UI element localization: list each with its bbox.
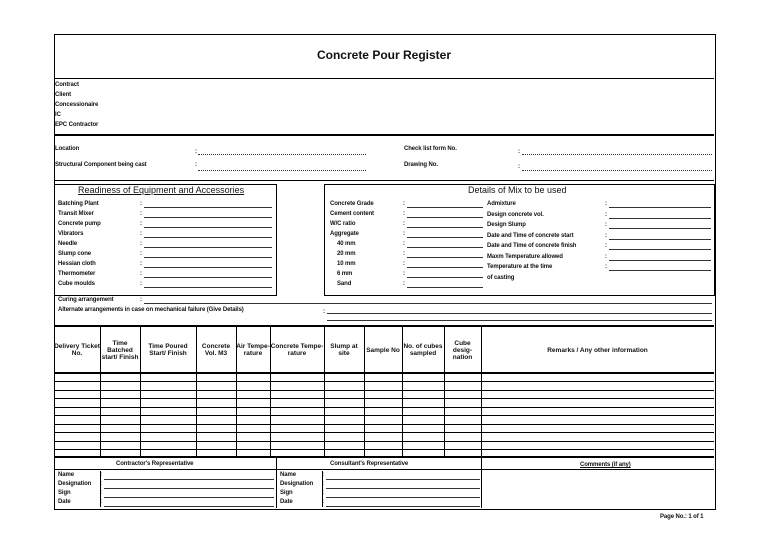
contractor-field-label: Date (58, 499, 71, 505)
alternate-label: Alternate arrangements in case on mechanical failure (Give Details) (58, 307, 244, 313)
mix-item-field[interactable] (609, 260, 711, 261)
mix-item-label: Sand (337, 281, 352, 287)
mix-item-label: 6 mm (337, 271, 353, 277)
mix-item-label: Cement content (330, 211, 374, 217)
colon: : (403, 221, 405, 227)
mix-item-label: Design Slump (487, 222, 526, 228)
consultant-rep-title: Consultant's Representative (330, 461, 409, 467)
mix-item-label: Temperature at the time (487, 264, 553, 270)
divider (54, 325, 714, 327)
mix-item-label: Maxm Temperature allowed (487, 253, 563, 260)
table-header-cell (140, 332, 196, 368)
colon: : (100, 490, 102, 496)
mix-item-field[interactable] (609, 249, 711, 250)
mix-item-field[interactable] (407, 267, 483, 268)
readiness-item-label: Batching Plant (58, 201, 99, 207)
checklist-field[interactable] (522, 154, 712, 155)
colon: : (605, 253, 607, 260)
colon: : (403, 261, 405, 267)
mix-item-field[interactable] (609, 270, 711, 271)
colon: : (403, 211, 405, 217)
field-divider (322, 498, 323, 507)
table-header-label: Slump at site (330, 343, 358, 357)
field-divider (322, 480, 323, 489)
colon: : (140, 261, 142, 267)
table-header-label: Remarks / Any other information (547, 346, 648, 354)
header-info-label: IC (55, 112, 61, 118)
colon: : (140, 281, 142, 287)
contractor-field-label: Designation (58, 481, 92, 487)
mix-box (324, 184, 715, 296)
table-row[interactable] (54, 424, 714, 425)
mix-item-label: 10 mm (337, 261, 356, 267)
field-divider (100, 471, 101, 480)
header-divider (54, 372, 714, 374)
component-field[interactable] (198, 170, 366, 171)
table-header-cell (481, 332, 714, 368)
mix-item-field[interactable] (407, 257, 483, 258)
table-header-cell (100, 332, 140, 368)
colon: : (140, 231, 142, 237)
footer-divider (276, 456, 277, 508)
colon: : (605, 211, 607, 218)
comments-area[interactable] (482, 470, 713, 507)
colon: : (140, 211, 142, 217)
mix-item-field[interactable] (407, 287, 483, 288)
mix-item-label: Concrete Grade (330, 201, 374, 207)
table-row[interactable] (54, 432, 714, 433)
colon: : (322, 472, 324, 478)
colon: : (403, 201, 405, 207)
table-header-label: Concrete Vol. M3 (201, 343, 231, 357)
colon: : (140, 271, 142, 277)
page-title: Concrete Pour Register (316, 48, 452, 62)
readiness-item-label: Slump cone (58, 251, 92, 257)
readiness-item-field[interactable] (144, 277, 272, 278)
readiness-item-field[interactable] (144, 267, 272, 268)
table-row[interactable] (54, 381, 714, 382)
header-info-label: EPC Contractor (55, 122, 99, 128)
contractor-rep-title: Contractor's Representative (116, 461, 194, 467)
alternate-field-1[interactable] (327, 313, 712, 314)
table-header-cell (402, 332, 444, 368)
table-row[interactable] (54, 415, 714, 416)
table-header-cell (364, 332, 402, 368)
field-divider (100, 489, 101, 498)
mix-item-field[interactable] (407, 227, 483, 228)
mix-item-field[interactable] (609, 218, 711, 219)
divider (54, 456, 714, 458)
colon: : (605, 264, 607, 270)
contractor-field[interactable] (104, 506, 274, 507)
colon: : (605, 222, 607, 228)
table-header-label: Sample No (366, 346, 400, 354)
colon: : (403, 251, 405, 257)
curing-field[interactable] (144, 303, 712, 304)
consultant-field-label: Sign (280, 490, 293, 496)
readiness-item-field[interactable] (144, 207, 272, 208)
readiness-item-field[interactable] (144, 247, 272, 248)
readiness-item-label: Thermometer (58, 271, 96, 277)
mix-item-label: Aggregate (330, 231, 359, 237)
mix-item-field[interactable] (407, 207, 483, 208)
location-label: Location (55, 146, 80, 152)
divider (54, 180, 714, 181)
field-divider (322, 489, 323, 498)
consultant-field[interactable] (326, 497, 480, 498)
table-header-cell (54, 332, 100, 368)
readiness-item-label: Cube moulds (58, 281, 95, 287)
location-field[interactable] (198, 154, 366, 155)
colon: : (605, 243, 607, 249)
table-header-cell (236, 332, 270, 368)
mix-item-field[interactable] (407, 237, 483, 238)
table-header-label: No. of cubes sampled (403, 343, 443, 357)
table-header-label: Cube desig-nation (452, 339, 473, 361)
table-row[interactable] (54, 449, 714, 450)
mix-item-field[interactable] (407, 277, 483, 278)
table-header-cell (196, 332, 236, 368)
table-row[interactable] (54, 398, 714, 399)
colon: : (403, 241, 405, 247)
table-header-label: Time Batched start/ Finish (101, 339, 139, 361)
colon: : (403, 281, 405, 287)
header-info-label: Concessionaire (55, 102, 99, 108)
colon: : (100, 472, 102, 478)
colon: : (100, 499, 102, 505)
mix-item-label: W/C ratio (330, 221, 356, 227)
consultant-field[interactable] (326, 488, 480, 489)
field-divider (100, 480, 101, 489)
mix-item-label: Date and Time of concrete start (487, 232, 574, 239)
table-header-cell (324, 332, 364, 368)
divider (54, 134, 714, 136)
colon: : (605, 201, 607, 207)
readiness-title: Readiness of Equipment and Accessories (78, 185, 245, 195)
field-divider (322, 471, 323, 480)
consultant-field-label: Date (280, 499, 293, 505)
consultant-field-label: Designation (280, 481, 314, 487)
readiness-item-label: Concrete pump (58, 221, 101, 227)
checklist-label: Check list form No. (404, 146, 457, 152)
table-header-label: Air Tempe-rature (236, 343, 270, 357)
mix-item-field[interactable] (407, 247, 483, 248)
divider (54, 78, 714, 79)
colon: : (140, 241, 142, 247)
field-divider (100, 498, 101, 507)
colon: : (322, 490, 324, 496)
mix-item-label: 40 mm (337, 241, 356, 247)
table-header-label: Concrete Tempe-rature (270, 343, 324, 357)
header-info-label: Client (55, 92, 72, 98)
table-header-cell (444, 332, 481, 368)
alternate-field-2[interactable] (327, 320, 712, 321)
mix-item-label: of casting (487, 274, 515, 281)
contractor-field-label: Name (58, 472, 74, 478)
colon: : (322, 499, 324, 505)
colon: : (140, 221, 142, 227)
colon: : (403, 231, 405, 237)
readiness-item-label: Needle (58, 241, 78, 247)
readiness-item-label: Vibrators (58, 231, 84, 237)
colon: : (605, 232, 607, 239)
contractor-field[interactable] (104, 479, 274, 480)
colon: : (140, 201, 142, 207)
page-number: Page No.: 1 of 1 (660, 514, 704, 520)
readiness-item-field[interactable] (144, 227, 272, 228)
colon: : (322, 481, 324, 487)
mix-item-label: Admixture (487, 201, 516, 207)
readiness-item-field[interactable] (144, 257, 272, 258)
table-row[interactable] (54, 407, 714, 408)
header-info-label: Contract (55, 82, 79, 88)
mix-item-label: 20 mm (337, 251, 356, 257)
mix-item-field[interactable] (609, 207, 711, 208)
readiness-item-field[interactable] (144, 217, 272, 218)
mix-item-label: Design concrete vol. (487, 211, 544, 218)
contractor-field-label: Sign (58, 490, 71, 496)
component-label: Structural Component being cast (55, 162, 147, 168)
mix-item-field[interactable] (609, 228, 711, 229)
drawing-label: Drawing No. (404, 162, 438, 168)
colon: : (100, 481, 102, 487)
consultant-field-label: Name (280, 472, 296, 478)
table-header-label: Delivery Ticket No. (54, 343, 100, 357)
mix-item-field[interactable] (609, 239, 711, 240)
readiness-item-field[interactable] (144, 237, 272, 238)
table-header-label: Time Poured Start/ Finish (148, 343, 188, 357)
consultant-field[interactable] (326, 506, 480, 507)
comments-title: Comments (if any) (580, 462, 631, 468)
contractor-field[interactable] (104, 497, 274, 498)
colon: : (140, 251, 142, 257)
drawing-field[interactable] (522, 170, 712, 171)
table-header-cell (270, 332, 324, 368)
table-row[interactable] (54, 441, 714, 442)
readiness-item-label: Hessian cloth (58, 261, 96, 267)
curing-label: Curing arrangement (58, 297, 114, 303)
table-row[interactable] (54, 390, 714, 391)
contractor-field[interactable] (104, 488, 274, 489)
readiness-item-label: Transit Mixer (58, 211, 94, 217)
colon: : (403, 271, 405, 277)
mix-title: Details of Mix to be used (468, 185, 567, 195)
readiness-item-field[interactable] (144, 287, 272, 288)
consultant-field[interactable] (326, 479, 480, 480)
mix-item-field[interactable] (407, 217, 483, 218)
mix-item-label: Date and Time of concrete finish (487, 243, 577, 249)
